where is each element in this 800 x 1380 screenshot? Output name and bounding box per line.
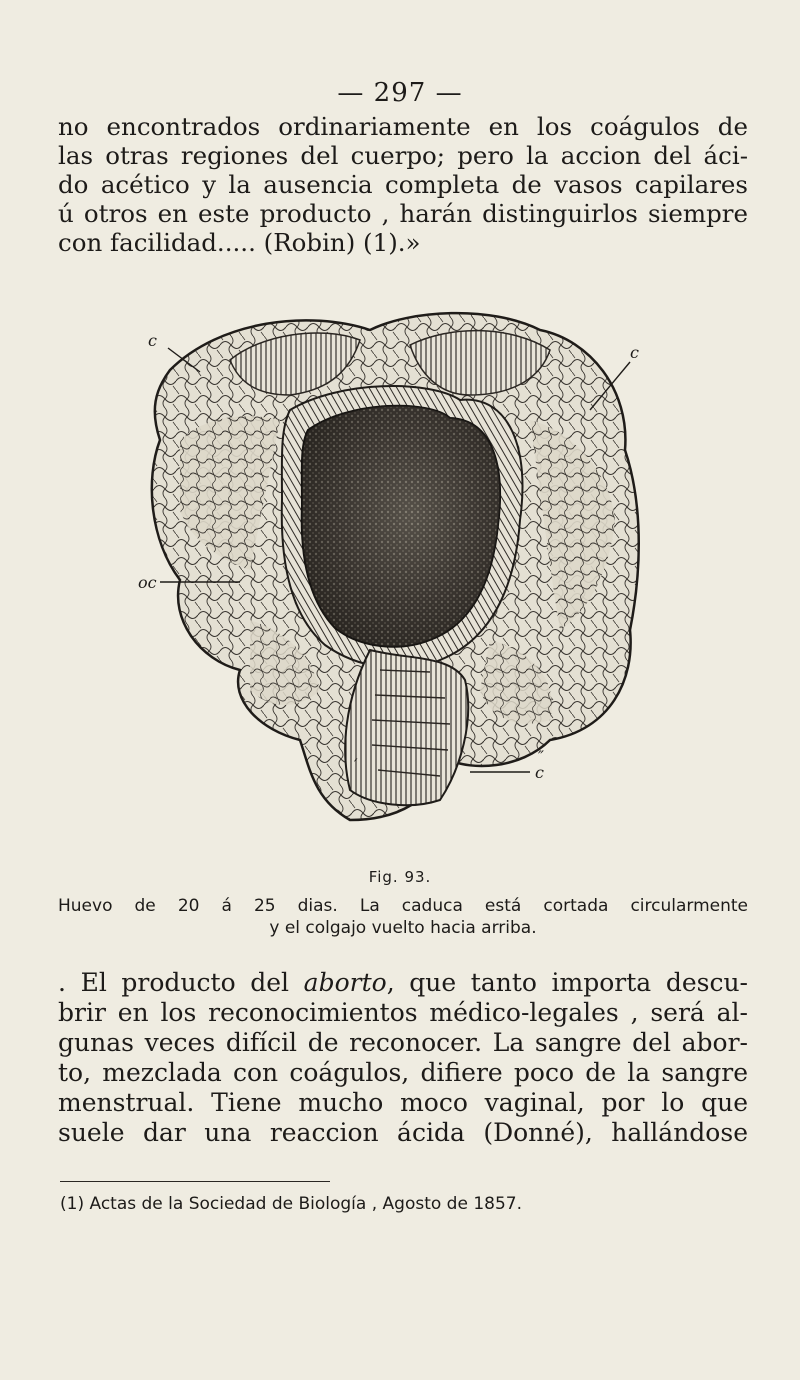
paragraph-2-line: gunas veces difícil de reconocer. La sangre del abor- [58, 1028, 748, 1057]
figure-caption [58, 895, 748, 939]
footnote-rule [60, 1181, 330, 1182]
paragraph-1-line: do acético y la ausencia completa de vasos capilares [58, 170, 748, 199]
figure-letter-top-right: c [630, 343, 639, 362]
paragraph-1-line: no encontrados ordinariamente en los coágulos de [58, 112, 748, 141]
figure-mark-bottom-right: ″ [538, 747, 544, 766]
footnote: (1) Actas de la Sociedad de Biología , Agosto de 1857. [60, 1194, 523, 1214]
paragraph-1-line: las otras regiones del cuerpo; pero la accion del áci- [58, 141, 748, 170]
figure-caption-line-1: Huevo de 20 á 25 dias. La caduca está cortada circularmente [58, 896, 748, 916]
paragraph-2-line: menstrual. Tiene mucho moco vaginal, por lo que [58, 1088, 748, 1117]
paragraph-2-line [58, 968, 748, 998]
figure-label: Fig. 93. [368, 868, 432, 886]
paragraph-1-line: ú otros en este producto , harán distinguirlos siempre [58, 199, 748, 228]
page-number: — 297 — [337, 78, 463, 108]
paragraph-1-line: con facilidad..... (Robin) (1).» [58, 228, 421, 257]
italic-term: aborto [303, 968, 387, 997]
paragraph-1 [58, 112, 748, 257]
folded-flap [345, 650, 468, 805]
paragraph-2-line-prefix: . El producto del [58, 968, 304, 997]
figure-letter-bottom-right: c [535, 763, 544, 782]
paragraph-2-line-suffix: , que tanto importa descu- [386, 968, 748, 997]
paragraph-2-line: brir en los reconocimientos médico-legales , será al- [58, 998, 748, 1027]
egg-illustration [110, 300, 710, 840]
figure-caption-line-2: y el colgajo vuelto hacia arriba. [269, 918, 537, 938]
figure-letter-left: oc [138, 573, 157, 592]
paragraph-2 [58, 968, 748, 1148]
figure-mark-bottom-left: ′ [354, 755, 358, 774]
figure-letter-top-left: c [148, 331, 157, 350]
paragraph-2-line: suele dar una reaccion ácida (Donné), hallándose [58, 1118, 748, 1147]
paragraph-2-line: to, mezclada con coágulos, difiere poco de la sangre [58, 1058, 748, 1087]
